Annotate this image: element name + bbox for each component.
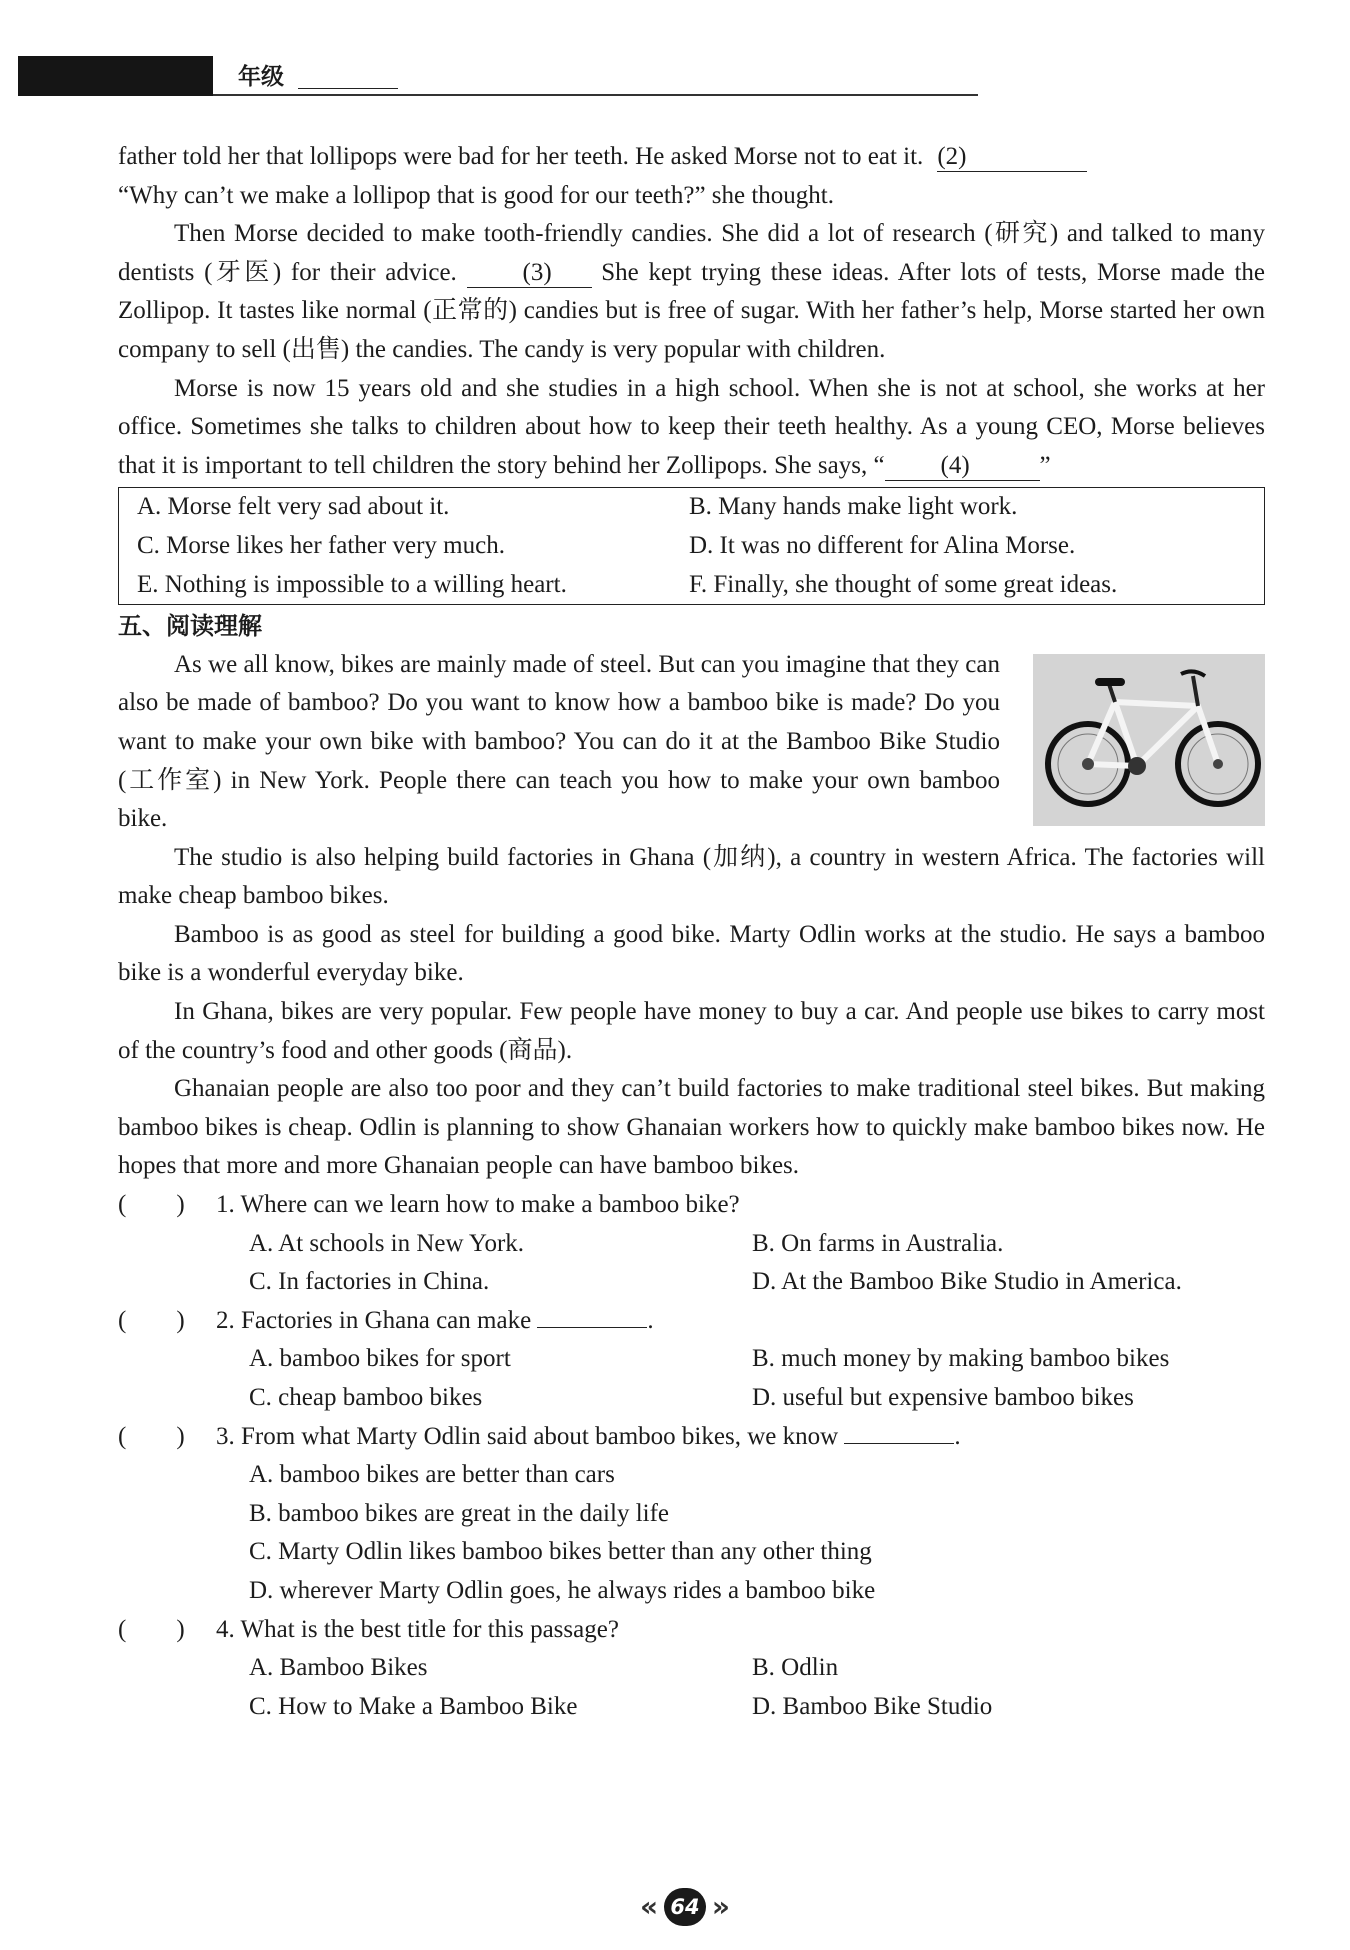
choice-b: B. On farms in Australia. [752,1229,1004,1257]
option-f: F. Finally, she thought of some great ideas. [689,570,1118,598]
option-b: B. Many hands make light work. [689,493,1018,521]
reading-paragraph: Bamboo is as good as steel for building a good bike. Marty Odlin works at the studio. He says a bamboo bike is a wonderful everyday bike. [118,920,1265,987]
page-number-text: 64 [670,1895,700,1919]
choice-b: B. bamboo bikes are great in the daily life [249,1499,670,1527]
answer-blank-2[interactable]: (2) [937,143,1087,172]
answer-bracket[interactable]: ( ) [118,1615,185,1643]
page-content [118,138,1265,1726]
choice-d: D. useful but expensive bamboo bikes [752,1384,1134,1411]
reading-paragraph: In Ghana, bikes are very popular. Few people have money to buy a car. And people use bikes to carry most of the country’s food and other goods (商品). [118,998,1265,1064]
passage-paragraph: father told her that lollipops were bad for her teeth. He asked Morse not to eat it. (2) [118,138,1265,177]
answer-bracket[interactable]: ( ) [118,1422,185,1450]
choice-d: D. Bamboo Bike Studio [752,1692,993,1720]
answer-blank-3[interactable]: (3) [467,259,592,288]
choice-b: B. Odlin [752,1654,839,1682]
right-chevron-icon: » [711,1890,730,1923]
passage-paragraph: Morse is now 15 years old and she studies in a high school. When she is not at school, she works at her office. Sometimes she talks to children about how to keep their teeth healthy. As a young CEO, Morse believes that it is important to tell children the story behind her Zollipops. She says, “ (4) ” [118,374,1265,479]
question-stem: 1. Where can we learn how to make a bamboo bike? [216,1191,740,1219]
choice-a: A. bamboo bikes are better than cars [249,1461,615,1489]
choice-a: A. bamboo bikes for sport [249,1345,511,1373]
option-c: C. Morse likes her father very much. [137,531,505,559]
passage-paragraph: “Why can’t we make a lollipop that is good for our teeth?” she thought. [118,181,835,209]
grade-label: 年级 [238,64,284,89]
question-4 [118,1611,1265,1727]
page-header [18,52,978,96]
question-1 [118,1186,1265,1302]
question-stem: 4. What is the best title for this passage? [216,1615,619,1643]
answer-bracket[interactable]: ( ) [118,1191,185,1219]
option-d: D. It was no different for Alina Morse. [689,531,1076,559]
grade-blank-line [298,88,398,89]
question-3: ( ) 3. From what Marty Odlin said about bamboo bikes, we know . A. bamboo bikes are better than cars B. bamboo bikes are great in the daily life C. Marty Odlin likes bamboo bikes better than any other thing D. wherever Marty Odlin goes, he always rides a bamboo bike [118,1418,1265,1611]
reading-paragraph: As we all know, bikes are mainly made of steel. But can you imagine that they can also be made of bamboo? Do you want to know how a bamboo bike is made? Do you want to make your own bike with bamboo? You can do it at the Bamboo Bike Studio (工作室) in New York. People there can teach you how to make your own bamboo bike. [118,650,1000,833]
choice-a: A. At schools in New York. [249,1229,525,1257]
choice-d: D. At the Bamboo Bike Studio in America. [752,1268,1182,1296]
question-blank[interactable] [537,1327,647,1328]
choice-c: C. How to Make a Bamboo Bike [249,1692,578,1720]
choice-c: C. In factories in China. [249,1268,490,1296]
question-blank[interactable] [844,1443,954,1444]
answer-bracket[interactable]: ( ) [118,1306,185,1334]
header-black-bar [18,56,213,96]
options-box [118,487,1265,605]
option-e: E. Nothing is impossible to a willing heart. [137,570,567,598]
page-number [640,1882,730,1932]
left-chevron-icon: « [640,1890,659,1923]
choice-d: D. wherever Marty Odlin goes, he always rides a bamboo bike [249,1576,876,1604]
question-stem: 3. From what Marty Odlin said about bamboo bikes, we know [216,1422,839,1450]
section-title: 五、阅读理解 [118,612,262,641]
header-rule [213,94,978,96]
question-2: ( ) 2. Factories in Ghana can make . A. bamboo bikes for sport B. much money by making bamboo bikes C. cheap bamboo bikes D. useful but expensive bamboo bikes [118,1302,1265,1418]
choice-b: B. much money by making bamboo bikes [752,1345,1170,1373]
bamboo-bike-image [1033,654,1265,826]
choice-c: C. cheap bamboo bikes [249,1384,483,1411]
choice-a: A. Bamboo Bikes [249,1654,428,1682]
passage-paragraph: Then Morse decided to make tooth-friendly candies. She did a lot of research (研究) and talked to many dentists (牙医) for their advice. (3) She kept trying these ideas. After lots of tests, Morse made the Zollipop. It tastes like normal (正常的) candies but is free of sugar. With her father’s help, Morse started her own company to sell (出售) the candies. The candy is very popular with children. [118,220,1266,363]
choice-c: C. Marty Odlin likes bamboo bikes better than any other thing [249,1538,872,1566]
answer-blank-4[interactable]: (4) [885,452,1040,481]
reading-paragraph: The studio is also helping build factories in Ghana (加纳), a country in western Africa. The factories will make cheap bamboo bikes. [118,843,1265,910]
option-a: A. Morse felt very sad about it. [137,493,450,521]
reading-paragraph: Ghanaian people are also too poor and they can’t build factories to make traditional steel bikes. But making bamboo bikes is cheap. Odlin is planning to show Ghanaian workers how to quickly make bamboo bikes now. He hopes that more and more Ghanaian people can have bamboo bikes. [118,1075,1265,1180]
question-stem: 2. Factories in Ghana can make [216,1306,532,1334]
